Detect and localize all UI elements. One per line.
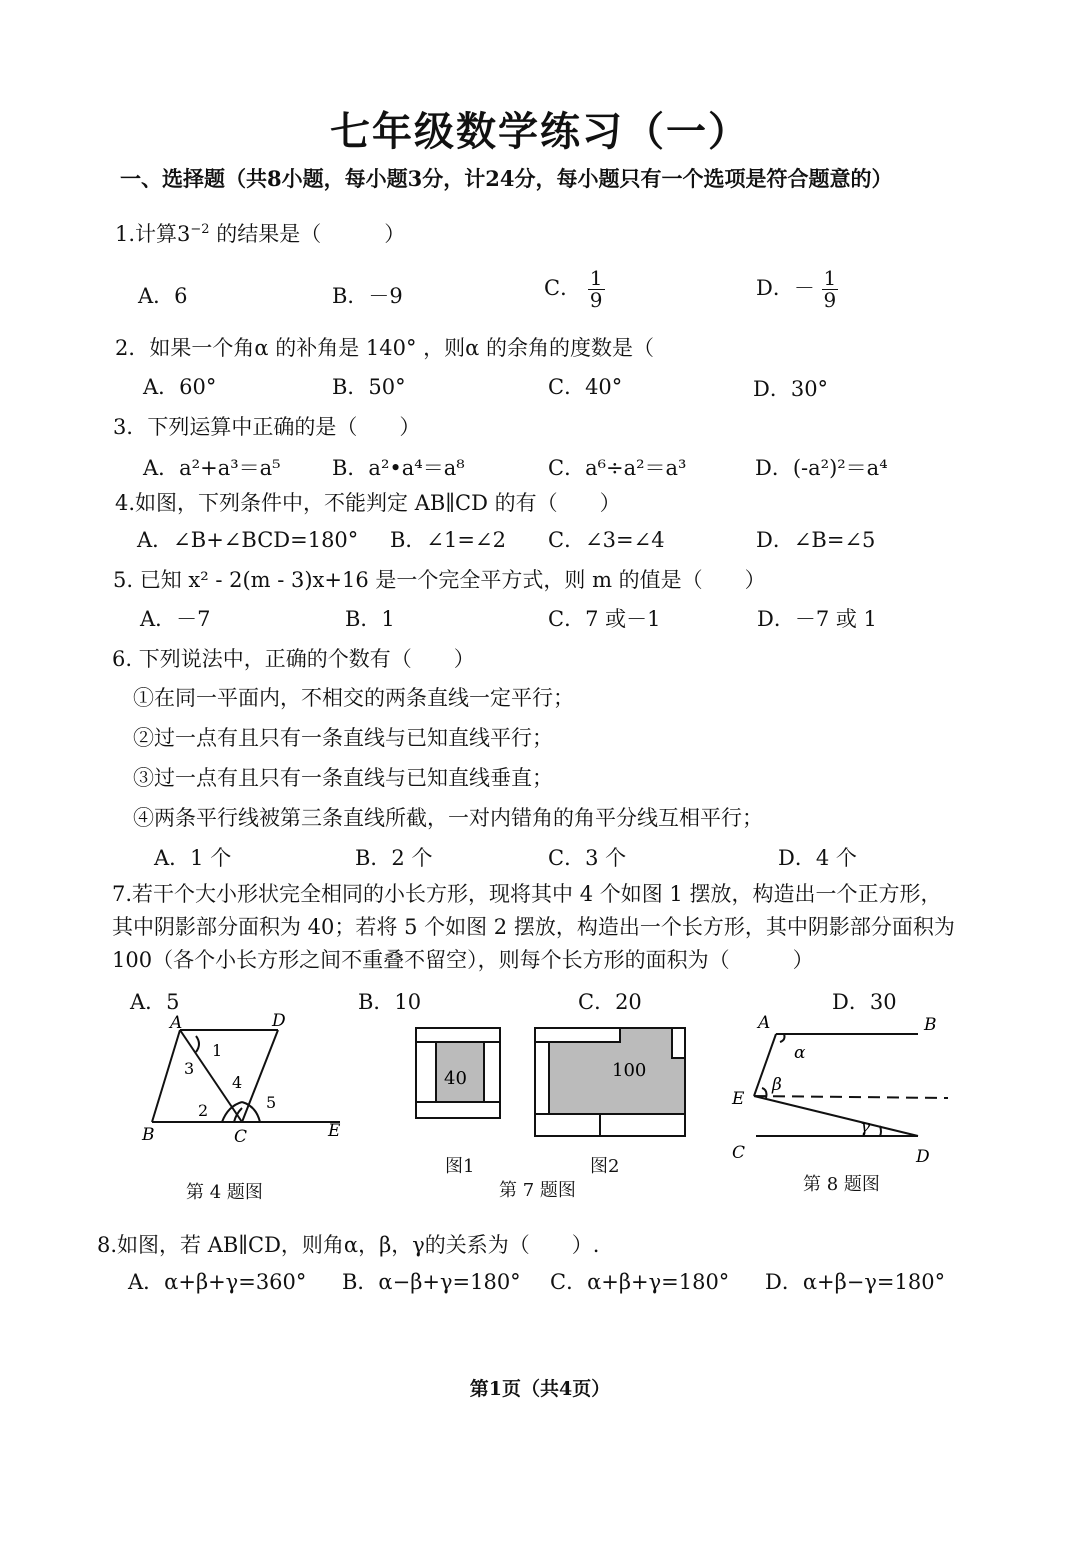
q6-statement-2: ②过一点有且只有一条直线与已知直线平行； xyxy=(133,726,553,750)
fig8-label-c: C xyxy=(732,1143,746,1163)
q8-option-c: C．α+β+γ=180° xyxy=(550,1270,730,1294)
section-heading: 一、选择题（共8小题，每小题3分，计24分，每小题只有一个选项是符合题意的） xyxy=(120,166,893,191)
q1-stem-pre: 1.计算3 xyxy=(115,222,191,246)
fig8-label-e: E xyxy=(732,1089,745,1109)
q7-option-c: C．20 xyxy=(578,990,642,1014)
fig7-label-1: 图1 xyxy=(445,1156,475,1177)
question-1-stem xyxy=(115,218,405,248)
figure-q7 xyxy=(410,1022,695,1152)
q1-option-c-label: C． xyxy=(544,276,582,300)
fig4-angle-3: 3 xyxy=(184,1059,195,1078)
q6-statement-3: ③过一点有且只有一条直线与已知直线垂直； xyxy=(133,766,553,790)
fig4-label-c: C xyxy=(234,1127,248,1147)
q5-option-d: D．－7 或 1 xyxy=(757,607,877,631)
question-4-stem: 4.如图，下列条件中，不能判定 AB∥CD 的有（ ） xyxy=(115,491,621,515)
denominator: 9 xyxy=(589,288,603,312)
q4-option-d: D．∠B=∠5 xyxy=(756,528,876,552)
q1-option-b: B．－9 xyxy=(332,284,403,308)
question-8-stem: 8.如图，若 AB∥CD，则角α，β，γ的关系为（ ）. xyxy=(97,1233,600,1257)
q7-line-3: 100（各个小长方形之间不重叠不留空），则每个长方形的面积为（ ） xyxy=(112,948,814,972)
numerator: 1 xyxy=(823,266,837,290)
denominator: 9 xyxy=(823,288,837,312)
question-3-stem: 3．下列运算中正确的是（ ） xyxy=(113,415,421,439)
q5-option-c: C．7 或－1 xyxy=(548,607,661,631)
q6-option-b: B．2 个 xyxy=(355,846,433,870)
q8-option-d: D．α+β−γ=180° xyxy=(765,1270,946,1294)
q1-option-d xyxy=(756,268,838,311)
q7-line-1: 7.若干个大小形状完全相同的小长方形，现将其中 4 个如图 1 摆放，构造出一个正方形， xyxy=(112,882,942,906)
fig4-label-a: A xyxy=(170,1013,183,1033)
fig7-caption: 第 7 题图 xyxy=(499,1180,576,1201)
q8-option-a: A．α+β+γ=360° xyxy=(128,1270,307,1294)
fig8-label-d: D xyxy=(916,1147,930,1167)
q3-option-c: C．a⁶÷a²＝a³ xyxy=(548,456,687,480)
fig7-label-2: 图2 xyxy=(590,1156,620,1177)
fig8-alpha: α xyxy=(794,1043,806,1063)
q2-option-d: D．30° xyxy=(753,377,829,401)
q7-option-a: A．5 xyxy=(130,990,180,1014)
figure-q4 xyxy=(130,1010,360,1150)
q7-line-2: 其中阴影部分面积为 40；若将 5 个如图 2 摆放，构造出一个长方形，其中阴影部分面积为 xyxy=(112,915,955,939)
fig4-label-b: B xyxy=(142,1125,155,1145)
fig4-label-d: D xyxy=(272,1011,286,1031)
q2-option-c: C．40° xyxy=(548,375,623,399)
q8-option-b: B．α−β+γ=180° xyxy=(342,1270,521,1294)
numerator: 1 xyxy=(589,266,603,290)
page-footer: 第1页（共4页） xyxy=(469,1378,611,1400)
question-2-stem: 2．如果一个角α 的补角是 140° ，则α 的余角的度数是（ xyxy=(115,336,655,360)
q6-option-c: C．3 个 xyxy=(548,846,627,870)
q6-option-a: A．1 个 xyxy=(154,846,232,870)
q7-option-b: B．10 xyxy=(358,990,422,1014)
fig8-label-b: B xyxy=(924,1015,937,1035)
fraction xyxy=(822,268,839,311)
fig4-label-e: E xyxy=(328,1121,341,1141)
question-6-stem: 6. 下列说法中，正确的个数有（ ） xyxy=(112,647,475,671)
q1-option-a: A．6 xyxy=(138,284,188,308)
fig7-value-1: 40 xyxy=(444,1068,467,1089)
q7-option-d: D．30 xyxy=(832,990,897,1014)
q2-option-b: B．50° xyxy=(332,375,406,399)
q1-exponent: −2 xyxy=(190,222,210,237)
fraction xyxy=(588,268,605,311)
q5-option-a: A．－7 xyxy=(140,607,211,631)
fig7-value-2: 100 xyxy=(612,1060,647,1081)
fig4-caption: 第 4 题图 xyxy=(186,1182,263,1203)
fig8-gamma: γ xyxy=(860,1117,871,1137)
q5-option-b: B．1 xyxy=(345,607,395,631)
q4-option-a: A．∠B+∠BCD=180° xyxy=(137,528,359,552)
q6-option-d: D．4 个 xyxy=(778,846,857,870)
q6-statement-4: ④两条平行线被第三条直线所截，一对内错角的角平分线互相平行； xyxy=(133,806,763,830)
q3-option-d: D．(-a²)²＝a⁴ xyxy=(755,456,888,480)
q4-option-b: B．∠1=∠2 xyxy=(390,528,506,552)
page-title: 七年级数学练习（一） xyxy=(330,108,750,155)
q6-statement-1: ①在同一平面内，不相交的两条直线一定平行； xyxy=(133,686,574,710)
q3-option-b: B．a²•a⁴＝a⁸ xyxy=(332,456,465,480)
fig8-beta: β xyxy=(772,1075,782,1095)
q3-option-a: A．a²+a³＝a⁵ xyxy=(143,456,281,480)
fig8-caption: 第 8 题图 xyxy=(803,1174,880,1195)
q1-stem-post: 的结果是（ ） xyxy=(209,222,406,246)
fig4-angle-4: 4 xyxy=(232,1073,243,1092)
q1-option-d-label: D．－ xyxy=(756,276,815,300)
fig4-angle-5: 5 xyxy=(266,1093,277,1112)
q1-option-c xyxy=(544,268,605,311)
q4-option-c: C．∠3=∠4 xyxy=(548,528,665,552)
q2-option-a: A．60° xyxy=(143,375,217,399)
question-5-stem: 5. 已知 x² - 2(m - 3)x+16 是一个完全平方式，则 m 的值是（ ） xyxy=(113,568,766,592)
figure-q8 xyxy=(720,1008,960,1168)
fig4-angle-1: 1 xyxy=(212,1041,223,1060)
fig4-angle-2: 2 xyxy=(198,1101,209,1120)
fig8-label-a: A xyxy=(758,1013,771,1033)
